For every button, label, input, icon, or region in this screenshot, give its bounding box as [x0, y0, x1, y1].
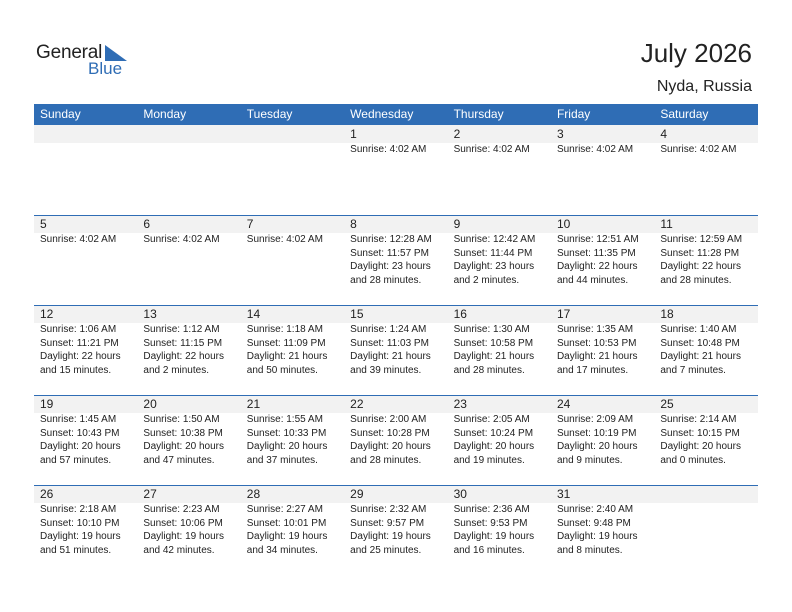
day-number: 15	[350, 307, 364, 321]
sun-info-line: Sunrise: 2:32 AM	[350, 504, 427, 515]
sun-info-line: Sunrise: 1:50 AM	[143, 414, 220, 425]
sun-info-line: Sunrise: 2:09 AM	[556, 414, 634, 425]
day-cell	[344, 485, 447, 575]
calendar-week	[34, 125, 758, 215]
sun-info-line: and 28 minutes.	[453, 364, 525, 376]
sun-info-line: and 28 minutes.	[350, 454, 422, 466]
weekday-header: Thursday	[453, 107, 504, 121]
weekday-header-row	[34, 104, 758, 125]
sun-info-line: and 9 minutes.	[556, 454, 623, 466]
sun-info-line: Sunset: 10:01 PM	[246, 517, 327, 529]
sun-info-line: Sunrise: 1:35 AM	[556, 324, 634, 335]
sun-info-line: Sunset: 10:24 PM	[453, 427, 534, 439]
day-number: 14	[246, 307, 261, 321]
sun-info-line: Daylight: 19 hours	[556, 531, 638, 542]
day-cell	[137, 215, 240, 305]
day-number: 10	[556, 217, 571, 231]
day-number: 26	[40, 487, 54, 501]
sun-info-line: Sunset: 11:15 PM	[143, 337, 223, 349]
day-cell	[344, 305, 447, 395]
sun-info-line: Sunrise: 2:36 AM	[453, 504, 530, 515]
sun-info-line: and 7 minutes.	[660, 364, 726, 376]
sun-info-line: Sunrise: 2:23 AM	[143, 504, 220, 515]
day-cell	[34, 485, 137, 575]
sun-info-line: Daylight: 19 hours	[246, 531, 328, 542]
sun-info-line: and 51 minutes.	[40, 544, 112, 556]
sun-info-line: Sunset: 9:48 PM	[556, 517, 631, 529]
day-cell	[551, 485, 654, 575]
sun-info-line: Sunrise: 1:24 AM	[350, 324, 427, 335]
day-cell	[137, 395, 240, 485]
sun-info-line: and 2 minutes.	[453, 274, 520, 286]
sun-info-line: Daylight: 21 hours	[556, 351, 638, 362]
sun-info-line: Sunset: 10:43 PM	[40, 427, 120, 439]
day-cell	[551, 305, 654, 395]
sun-info-line: Sunrise: 1:55 AM	[246, 414, 323, 425]
sun-info-line: Daylight: 20 hours	[453, 441, 535, 452]
sun-info-line: and 57 minutes.	[40, 454, 112, 466]
sun-info-line: and 25 minutes.	[350, 544, 422, 556]
sun-info-line: Sunrise: 1:30 AM	[453, 324, 530, 335]
sun-info-line: and 39 minutes.	[350, 364, 422, 376]
sun-info-line: Daylight: 22 hours	[143, 351, 224, 362]
sun-info-line: Sunrise: 4:02 AM	[40, 234, 117, 245]
sun-info-line: Daylight: 21 hours	[660, 351, 741, 362]
day-cell	[654, 485, 757, 575]
sun-info-line: Sunrise: 4:02 AM	[660, 144, 737, 155]
week-cells	[34, 215, 758, 305]
day-number	[40, 125, 137, 143]
sun-info-line: Daylight: 19 hours	[40, 531, 121, 542]
sun-info-line: Sunrise: 2:00 AM	[350, 414, 427, 425]
weekday-header: Monday	[143, 107, 187, 121]
day-number: 2	[453, 127, 461, 141]
sun-info-line: and 42 minutes.	[143, 544, 215, 556]
day-cell	[448, 305, 551, 395]
sun-info-line: and 15 minutes.	[40, 364, 112, 376]
sun-info-line: and 28 minutes.	[350, 274, 422, 286]
day-cell	[344, 395, 447, 485]
day-number: 13	[143, 307, 157, 321]
weekday-header: Tuesday	[246, 107, 293, 121]
day-number: 23	[453, 397, 467, 411]
sun-info-line: Sunset: 11:28 PM	[660, 247, 740, 259]
weekday-header: Saturday	[660, 107, 709, 121]
sun-info-line: Sunset: 10:06 PM	[143, 517, 223, 529]
sun-info-line: Daylight: 20 hours	[246, 441, 328, 452]
day-cell	[551, 125, 654, 215]
day-cell	[448, 215, 551, 305]
sun-info-line: Sunrise: 1:06 AM	[40, 324, 117, 335]
day-cell	[241, 485, 344, 575]
day-number: 4	[660, 127, 668, 141]
week-cells	[34, 485, 758, 575]
day-number: 30	[453, 487, 467, 501]
day-cell	[137, 305, 240, 395]
day-number: 20	[143, 397, 157, 411]
day-number: 8	[350, 217, 357, 231]
week-cells	[34, 395, 758, 485]
sun-info-line: Sunrise: 1:45 AM	[40, 414, 117, 425]
calendar-week	[34, 395, 758, 485]
sun-info-line: Sunrise: 2:05 AM	[453, 414, 530, 425]
day-cell	[551, 395, 654, 485]
day-number: 7	[246, 217, 254, 231]
sun-info-line: Daylight: 20 hours	[556, 441, 638, 452]
sun-info-line: Sunrise: 2:27 AM	[246, 504, 323, 515]
day-cell	[654, 395, 757, 485]
sun-info-line: Sunrise: 1:18 AM	[246, 324, 323, 335]
day-number: 6	[143, 217, 151, 231]
day-cell	[448, 395, 551, 485]
sun-info-line: Sunrise: 4:02 AM	[143, 234, 220, 245]
sun-info-line: Daylight: 21 hours	[350, 351, 431, 362]
sun-info-line: Sunset: 10:53 PM	[556, 337, 637, 349]
sun-info-line: Sunrise: 4:02 AM	[556, 144, 634, 155]
sun-info-line: Daylight: 20 hours	[143, 441, 224, 452]
calendar-grid	[34, 104, 758, 575]
weekday-header: Sunday	[40, 107, 81, 121]
sun-info-line: Daylight: 20 hours	[350, 441, 431, 452]
calendar-week	[34, 305, 758, 395]
sun-info-line: Sunset: 11:44 PM	[453, 247, 533, 259]
sun-info-line: Daylight: 22 hours	[556, 261, 638, 272]
sun-info-line: Sunset: 10:58 PM	[453, 337, 534, 349]
sun-info-line: Sunset: 11:03 PM	[350, 337, 429, 349]
calendar-week	[34, 485, 758, 575]
sun-info-line: Daylight: 20 hours	[40, 441, 121, 452]
sun-info-line: and 19 minutes.	[453, 454, 525, 466]
day-cell	[241, 125, 344, 215]
page-title: July 2026	[640, 38, 752, 68]
sun-info-line: and 2 minutes.	[143, 364, 209, 376]
sun-info-line: Sunrise: 12:59 AM	[660, 234, 743, 245]
sun-info-line: Sunrise: 12:28 AM	[350, 234, 432, 245]
day-number: 16	[453, 307, 467, 321]
sun-info-line: Daylight: 22 hours	[660, 261, 741, 272]
sun-info-line: Daylight: 19 hours	[143, 531, 224, 542]
day-number: 11	[660, 217, 673, 231]
day-cell	[241, 395, 344, 485]
sun-info-line: Daylight: 20 hours	[660, 441, 741, 452]
location-subtitle: Nyda, Russia	[656, 78, 752, 95]
day-cell	[137, 125, 240, 215]
day-number: 21	[246, 397, 261, 411]
weekday-header: Friday	[556, 107, 591, 121]
day-number: 31	[556, 487, 571, 501]
sun-info-line: Sunset: 10:38 PM	[143, 427, 223, 439]
day-cell	[448, 485, 551, 575]
day-number: 1	[350, 127, 357, 141]
sun-info-line: and 0 minutes.	[660, 454, 726, 466]
day-cell	[344, 125, 447, 215]
day-number	[247, 125, 344, 143]
sun-info-line: Sunset: 10:19 PM	[556, 427, 637, 439]
day-number: 12	[40, 307, 54, 321]
day-number: 5	[40, 217, 47, 231]
logo-text-general: General	[36, 42, 103, 63]
sun-info-line: Sunrise: 1:40 AM	[660, 324, 737, 335]
week-cells	[34, 305, 758, 395]
day-cell	[654, 125, 757, 215]
sun-info-line: and 28 minutes.	[660, 274, 732, 286]
sun-info-line: and 44 minutes.	[556, 274, 629, 286]
sun-info-line: Sunset: 11:57 PM	[350, 247, 429, 259]
sun-info-line: Sunrise: 4:02 AM	[246, 234, 323, 245]
sun-info-line: and 17 minutes.	[556, 364, 629, 376]
sun-info-line: and 37 minutes.	[246, 454, 318, 466]
day-cell	[137, 485, 240, 575]
day-cell	[241, 215, 344, 305]
day-number: 3	[556, 127, 564, 141]
sun-info-line: Daylight: 23 hours	[350, 261, 431, 272]
day-number: 27	[143, 487, 157, 501]
sun-info-line: Sunset: 10:33 PM	[246, 427, 327, 439]
generalblue-logo	[36, 42, 136, 82]
day-number: 9	[453, 217, 461, 231]
sun-info-line: Sunrise: 12:51 AM	[556, 234, 639, 245]
day-number	[143, 125, 240, 143]
sun-info-line: and 16 minutes.	[453, 544, 525, 556]
calendar-week	[34, 215, 758, 305]
sun-info-line: Sunset: 9:57 PM	[350, 517, 425, 529]
day-number: 29	[350, 487, 364, 501]
sun-info-line: Sunset: 11:21 PM	[40, 337, 119, 349]
weeks-container	[34, 125, 758, 575]
day-cell	[34, 305, 137, 395]
day-number: 24	[556, 397, 571, 411]
sun-info-line: Sunset: 11:09 PM	[246, 337, 326, 349]
logo-text-blue: Blue	[88, 59, 123, 78]
sun-info-line: Sunset: 10:48 PM	[660, 337, 740, 349]
day-cell	[654, 215, 757, 305]
day-cell	[344, 215, 447, 305]
day-number: 25	[660, 397, 674, 411]
sun-info-line: Sunrise: 12:42 AM	[453, 234, 536, 245]
sun-info-line: Daylight: 19 hours	[350, 531, 431, 542]
day-number: 22	[350, 397, 364, 411]
sun-info-line: Daylight: 21 hours	[453, 351, 535, 362]
sun-info-line: Sunset: 10:15 PM	[660, 427, 740, 439]
sun-info-line: Daylight: 23 hours	[453, 261, 535, 272]
sun-info-line: Sunrise: 2:14 AM	[660, 414, 737, 425]
day-cell	[241, 305, 344, 395]
day-number	[660, 485, 757, 503]
sun-info-line: and 34 minutes.	[246, 544, 318, 556]
sun-info-line: and 50 minutes.	[246, 364, 318, 376]
sun-info-line: Daylight: 22 hours	[40, 351, 121, 362]
sun-info-line: Sunrise: 4:02 AM	[453, 144, 530, 155]
sun-info-line: Sunrise: 4:02 AM	[350, 144, 427, 155]
sun-info-line: Sunset: 9:53 PM	[453, 517, 528, 529]
day-number: 18	[660, 307, 674, 321]
day-number: 17	[556, 307, 571, 321]
day-number: 28	[246, 487, 261, 501]
sun-info-line: and 8 minutes.	[556, 544, 623, 556]
sun-info-line: Daylight: 21 hours	[246, 351, 328, 362]
day-cell	[551, 215, 654, 305]
day-number: 19	[40, 397, 54, 411]
sun-info-line: Sunrise: 2:40 AM	[556, 504, 634, 515]
sun-info-line: Sunset: 10:28 PM	[350, 427, 430, 439]
day-cell	[34, 215, 137, 305]
sun-info-line: Sunrise: 2:18 AM	[40, 504, 117, 515]
week-cells	[34, 125, 758, 215]
sun-info-line: Sunset: 10:10 PM	[40, 517, 120, 529]
sun-info-line: and 47 minutes.	[143, 454, 215, 466]
day-cell	[34, 395, 137, 485]
day-cell	[448, 125, 551, 215]
day-cell	[34, 125, 137, 215]
sun-info-line: Daylight: 19 hours	[453, 531, 535, 542]
weekday-header: Wednesday	[350, 107, 414, 121]
day-cell	[654, 305, 757, 395]
sun-info-line: Sunrise: 1:12 AM	[143, 324, 220, 335]
sun-info-line: Sunset: 11:35 PM	[556, 247, 636, 259]
